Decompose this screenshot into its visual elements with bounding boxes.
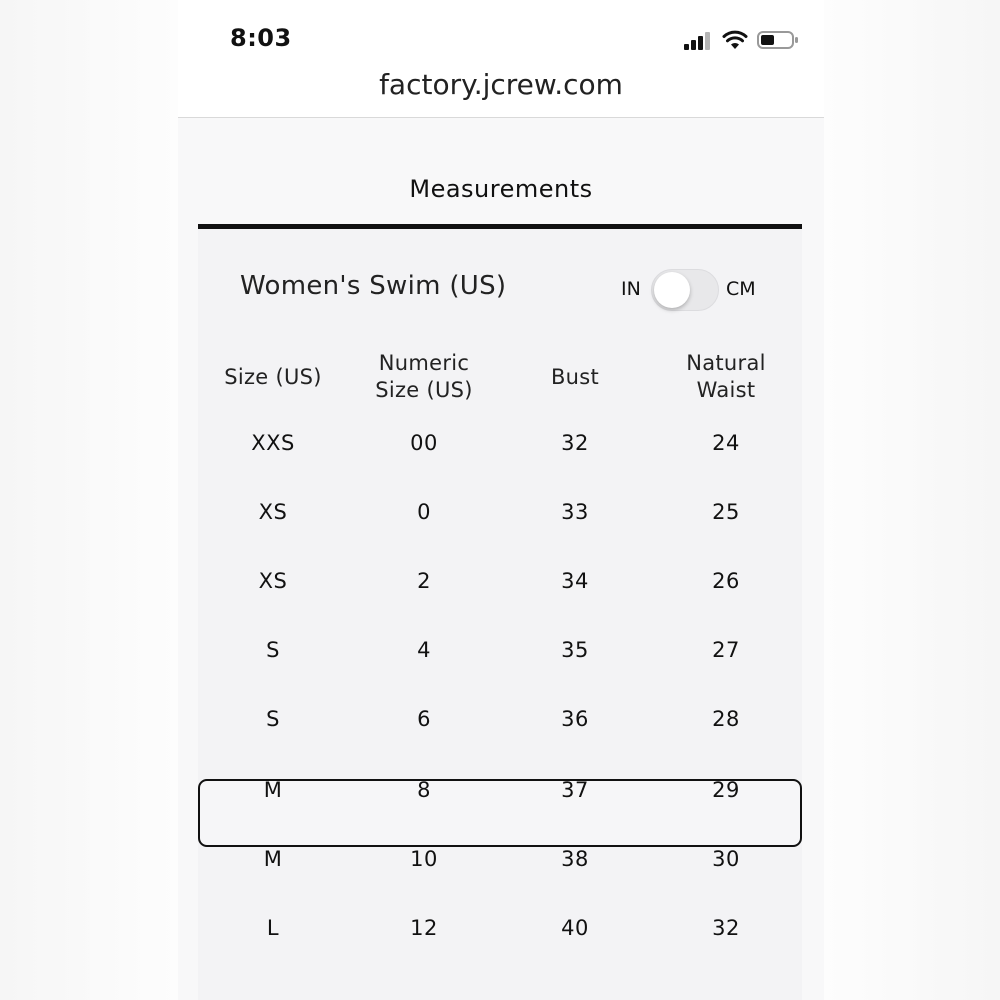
- bust-cell: 38: [561, 847, 589, 871]
- numeric-size-cell: 0: [417, 500, 431, 524]
- size-cell: S: [266, 707, 280, 731]
- unit-label-in[interactable]: IN: [621, 278, 641, 300]
- numeric-size-cell: 10: [410, 847, 438, 871]
- size-cell: M: [263, 778, 283, 802]
- bust-cell: 32: [561, 431, 589, 455]
- waist-cell: 26: [712, 569, 740, 593]
- numeric-size-cell: 00: [410, 431, 438, 455]
- column-header-numeric-size: Numeric Size (US): [375, 351, 473, 402]
- column-header-bust: Bust: [550, 365, 600, 389]
- waist-cell: 30: [712, 847, 740, 871]
- bust-cell: 34: [561, 569, 589, 593]
- column-header-size: Size (US): [224, 365, 322, 389]
- page-content: [178, 118, 824, 1000]
- size-cell: XXS: [251, 431, 295, 455]
- waist-cell: 24: [712, 431, 740, 455]
- unit-label-cm[interactable]: CM: [726, 278, 756, 300]
- bust-cell: 36: [561, 707, 589, 731]
- size-cell: XS: [258, 569, 288, 593]
- numeric-size-cell: 8: [417, 778, 431, 802]
- size-chart-title: Women's Swim (US): [240, 271, 507, 301]
- size-chart-panel: [198, 229, 802, 1000]
- waist-cell: 25: [712, 500, 740, 524]
- backdrop-right: [824, 0, 1000, 1000]
- status-time: 8:03: [230, 24, 292, 52]
- backdrop-left: [0, 0, 178, 1000]
- size-cell: XS: [258, 500, 288, 524]
- waist-cell: 32: [712, 916, 740, 940]
- waist-cell: 27: [712, 638, 740, 662]
- battery-icon: [757, 30, 799, 50]
- address-bar-url[interactable]: factory.jcrew.com: [379, 68, 623, 101]
- numeric-size-cell: 2: [417, 569, 431, 593]
- unit-toggle-switch[interactable]: [651, 269, 719, 311]
- column-header-natural-waist: Natural Waist: [686, 351, 766, 402]
- unit-toggle-knob: [654, 272, 690, 308]
- wifi-icon: [722, 28, 748, 50]
- status-bar: [178, 0, 824, 70]
- size-cell: M: [263, 847, 283, 871]
- cellular-signal-icon: [683, 32, 713, 50]
- numeric-size-cell: 6: [417, 707, 431, 731]
- numeric-size-cell: 4: [417, 638, 431, 662]
- phone-screen: [178, 0, 824, 1000]
- waist-cell: 29: [712, 778, 740, 802]
- size-cell: L: [266, 916, 280, 940]
- bust-cell: 33: [561, 500, 589, 524]
- waist-cell: 28: [712, 707, 740, 731]
- bust-cell: 40: [561, 916, 589, 940]
- size-cell: S: [266, 638, 280, 662]
- bust-cell: 35: [561, 638, 589, 662]
- page-title: Measurements: [409, 175, 593, 203]
- numeric-size-cell: 12: [410, 916, 438, 940]
- bust-cell: 37: [561, 778, 589, 802]
